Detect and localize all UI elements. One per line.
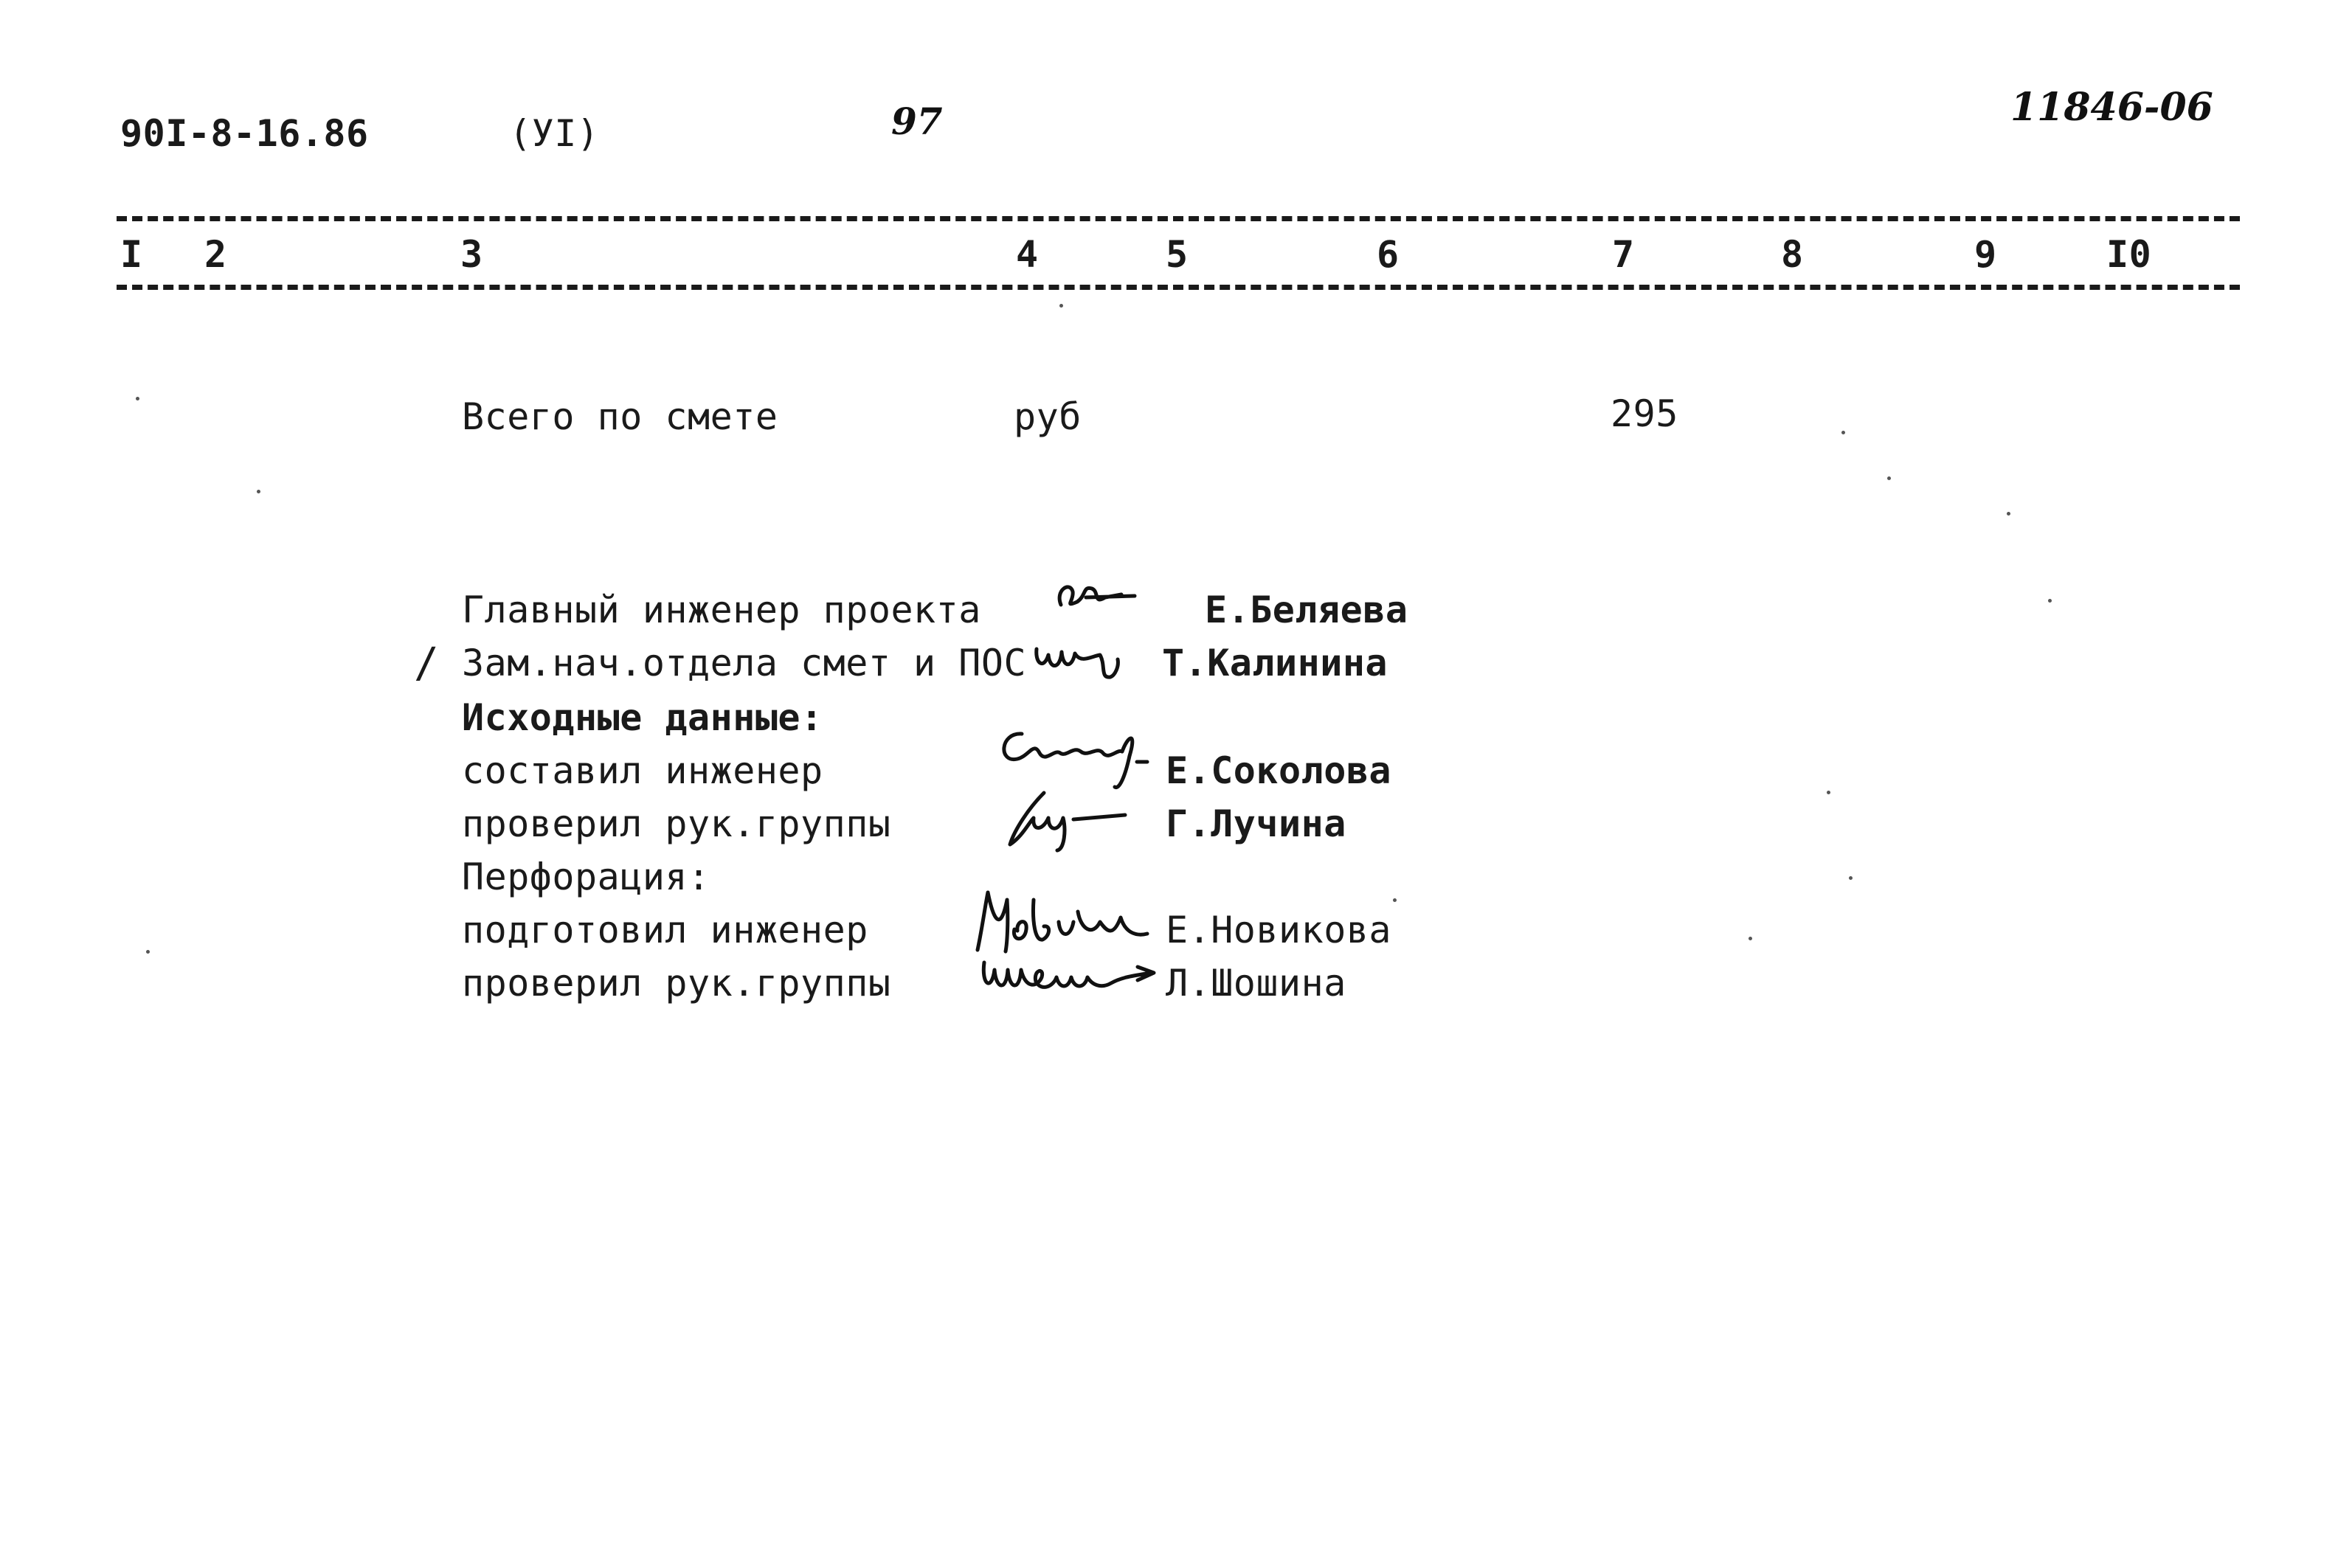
compiled-role: составил инженер xyxy=(462,749,823,792)
checked-1-role: проверил рук.группы xyxy=(462,802,891,845)
scan-speck xyxy=(136,397,139,400)
checked-2-name: Л.Шошина xyxy=(1166,962,1346,1005)
compiled-signature xyxy=(992,719,1169,793)
scan-speck xyxy=(2048,599,2052,603)
scan-speck xyxy=(257,490,260,493)
scan-speck xyxy=(1749,937,1752,940)
checked-2-signature xyxy=(974,948,1173,1007)
perforation-heading: Перфорация: xyxy=(462,856,710,898)
prepared-name: Е.Новикова xyxy=(1166,909,1392,951)
checked-1-name: Г.Лучина xyxy=(1166,802,1346,845)
column-number-3: 3 xyxy=(460,233,483,276)
chief-engineer-name: Е.Беляева xyxy=(1205,589,1408,631)
chief-engineer-role: Главный инженер проекта xyxy=(462,589,981,631)
scan-speck xyxy=(146,950,150,954)
column-number-9: 9 xyxy=(1974,233,1997,276)
total-unit: руб xyxy=(1014,395,1082,438)
chief-engineer-signature xyxy=(1048,575,1144,620)
column-number-4: 4 xyxy=(1016,233,1039,276)
compiled-name: Е.Соколова xyxy=(1166,749,1392,792)
prepared-role: подготовил инженер xyxy=(462,909,868,951)
inventory-number: 11846-06 xyxy=(2010,85,2213,130)
source-data-heading: Исходные данные: xyxy=(462,696,823,739)
total-label: Всего по смете xyxy=(462,395,778,438)
column-number-7: 7 xyxy=(1612,233,1635,276)
deputy-head-name: Т.Калинина xyxy=(1162,642,1388,684)
column-number-5: 5 xyxy=(1166,233,1189,276)
deputy-head-signature xyxy=(1029,634,1132,686)
scan-speck xyxy=(1841,431,1845,434)
scan-speck xyxy=(1887,476,1891,480)
scan-speck xyxy=(1849,876,1853,880)
section-code: (УI) xyxy=(509,112,600,155)
column-number-2: 2 xyxy=(204,233,227,276)
header-rule-bottom xyxy=(117,285,2240,290)
checked-2-role: проверил рук.группы xyxy=(462,962,891,1005)
column-number-10: I0 xyxy=(2106,233,2152,276)
deputy-head-role: Зам.нач.отдела смет и ПОС xyxy=(462,642,1027,684)
scan-speck xyxy=(1827,791,1830,794)
header-rule-top xyxy=(117,216,2240,221)
page-number: 97 xyxy=(891,100,943,143)
scan-speck xyxy=(2007,512,2010,516)
scan-speck xyxy=(1393,898,1397,902)
checked-1-signature xyxy=(1000,785,1132,852)
scan-speck xyxy=(1059,304,1063,308)
column-number-6: 6 xyxy=(1377,233,1400,276)
column-number-1: I xyxy=(120,233,143,276)
margin-mark: / xyxy=(414,639,440,687)
document-code: 90I-8-16.86 xyxy=(120,112,369,155)
column-number-8: 8 xyxy=(1781,233,1804,276)
total-value: 295 xyxy=(1611,392,1678,435)
